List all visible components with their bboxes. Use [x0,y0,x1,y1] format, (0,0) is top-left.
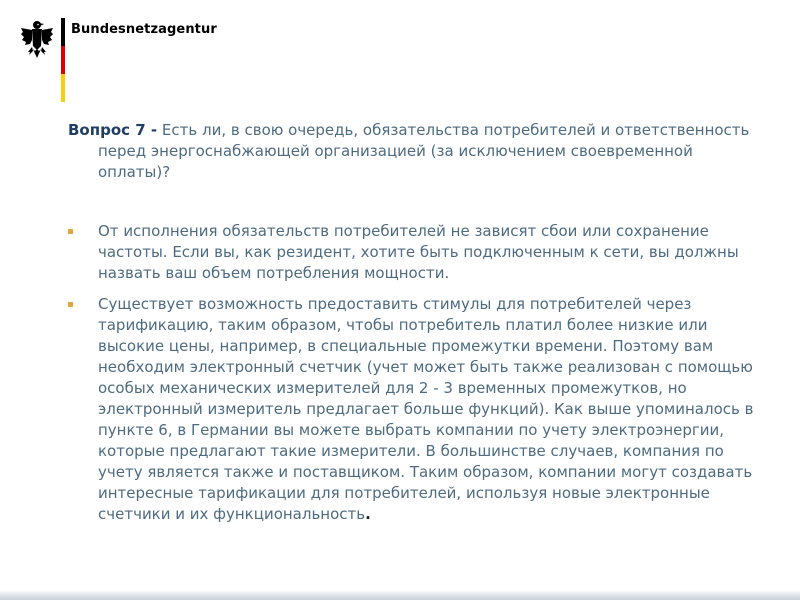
question-text-line-3: оплаты)? [98,163,171,181]
federal-eagle-icon [20,18,54,62]
question-label: Вопрос 7 - [68,121,158,139]
bullet-square-icon [68,302,73,307]
agency-logo [20,18,220,108]
bullet-line: интересные тарификации для потребителей, используя новые электронные [98,484,710,502]
bullet-line: От исполнения обязательств потребителей не зависят сбои или сохранение [98,222,709,240]
bullet-line: высокие цены, например, в специальные промежутки времени. Поэтому вам [98,337,714,355]
final-period: . [365,505,371,523]
bullet-line: учету является также и поставщиком. Таким образом, компании могут создавать [98,463,753,481]
question-first-line [68,120,768,141]
flag-stripe-black [61,18,65,46]
bullet-line: электронный измеритель предлагает больше функций). Как выше упоминалось в [98,400,754,418]
flag-stripe-red [61,46,65,74]
bullet-square-icon [68,229,73,234]
question-text-line-1: Есть ли, в свою очередь, обязательства потребителей и ответственность [157,121,750,139]
bottom-gradient-bar [0,590,800,600]
bullet-item [68,221,768,284]
bullet-line: назвать ваш объем потребления мощности. [98,264,450,282]
question-block [68,120,768,183]
bullet-item [68,294,768,525]
bullet-line: пункте 6, в Германии вы можете выбрать компании по учету электроэнергии, [98,421,725,439]
bullet-line: тарификацию, таким образом, чтобы потребитель платил более низкие или [98,316,708,334]
agency-name: Bundesnetzagentur [71,22,217,37]
bullet-line-text: счетчики и их функциональность [98,505,366,523]
german-flag-bar [61,18,65,102]
question-text-line-2: перед энергоснабжающей организацией (за исключением своевременной [98,142,693,160]
bullet-line: частоты. Если вы, как резидент, хотите быть подключенным к сети, вы должны [98,243,739,261]
bullet-line: особых механических измерителей для 2 - 3 временных промежутков, но [98,379,687,397]
bullet-line: Существует возможность предоставить стимулы для потребителей через [98,295,692,313]
bullet-last-line [98,504,768,525]
bullet-line: необходим электронный счетчик (учет может быть также реализован с помощью [98,358,753,376]
bullet-line: которые предлагают такие измерители. В большинстве случаев, компания по [98,442,724,460]
answer-bullet-list [68,221,768,535]
flag-stripe-gold [61,74,65,102]
